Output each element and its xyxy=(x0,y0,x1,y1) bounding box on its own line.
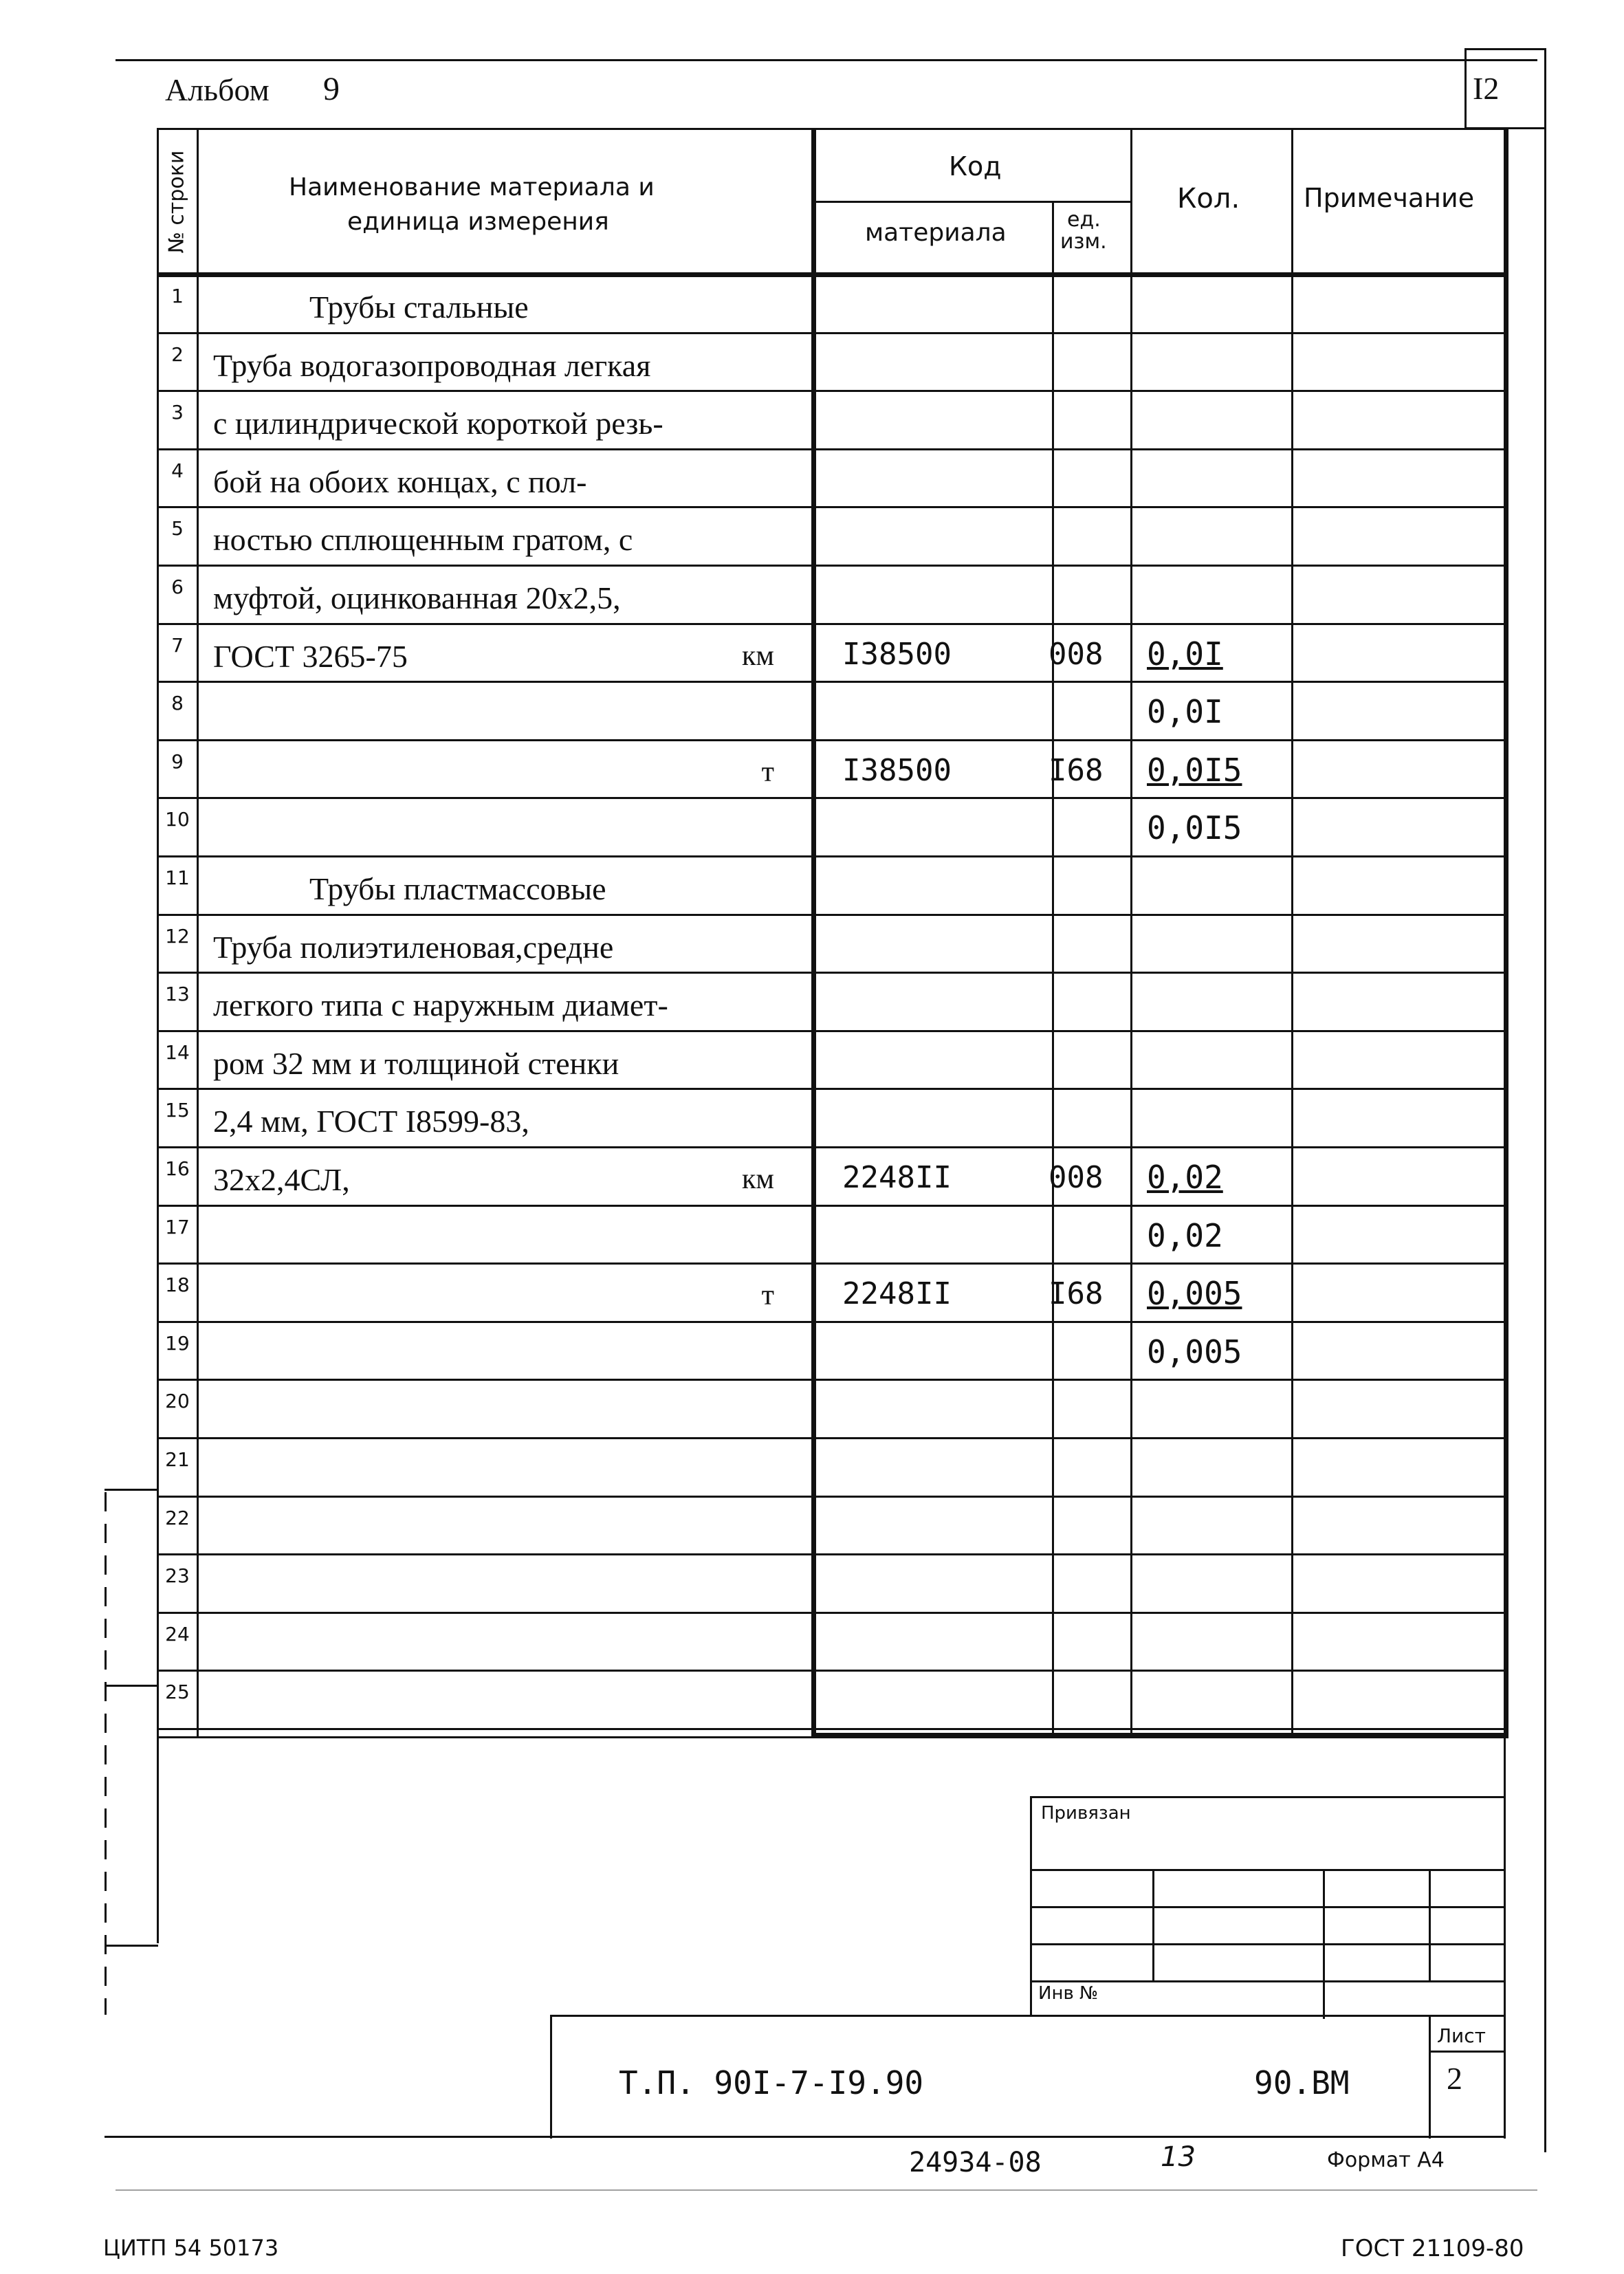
row-number: 7 xyxy=(171,633,184,657)
album-number: 9 xyxy=(323,71,340,107)
table-row xyxy=(0,682,1624,741)
row-number: 4 xyxy=(171,459,184,482)
row-number: 9 xyxy=(171,750,184,773)
unit-of-measure: т xyxy=(761,756,774,788)
table-row xyxy=(0,1089,1624,1148)
quantity: 0,0I xyxy=(1147,693,1223,731)
material-name: Труба водогазопроводная легкая xyxy=(213,347,651,383)
table-row xyxy=(0,566,1624,624)
table-row xyxy=(0,507,1624,566)
table-row xyxy=(0,1322,1624,1381)
table-row xyxy=(0,915,1624,974)
row-number: 22 xyxy=(165,1506,190,1529)
document-suffix: 90.ВМ xyxy=(1254,2064,1350,2101)
row-number: 15 xyxy=(165,1099,190,1122)
row-number: 19 xyxy=(165,1331,190,1355)
table-row xyxy=(0,450,1624,508)
sheet-number: 2 xyxy=(1447,2061,1462,2096)
row-number: 5 xyxy=(171,517,184,540)
table-row xyxy=(0,1264,1624,1322)
material-code: I38500 xyxy=(842,636,952,672)
row-number: 24 xyxy=(165,1622,190,1646)
row-number: 13 xyxy=(165,983,190,1006)
table-row xyxy=(0,334,1624,392)
quantity: 0,005 xyxy=(1147,1275,1242,1313)
name-column-header-line2: единица измерения xyxy=(347,208,609,236)
table-row xyxy=(0,741,1624,799)
sheet-label: Лист xyxy=(1437,2024,1486,2047)
material-name: 2,4 мм, ГОСТ I8599-83, xyxy=(213,1104,529,1139)
quantity: 0,0I5 xyxy=(1147,751,1242,789)
row-number: 11 xyxy=(165,866,190,889)
material-name: Трубы пластмассовые xyxy=(309,871,606,906)
material-name: Трубы стальные xyxy=(309,289,529,325)
quantity: 0,02 xyxy=(1147,1159,1223,1196)
gost-code: ГОСТ 21109-80 xyxy=(1341,2235,1524,2262)
code-header: Код xyxy=(949,151,1002,182)
table-row xyxy=(0,1613,1624,1672)
table-row xyxy=(0,1031,1624,1090)
unit-header-line1: ед. xyxy=(1067,208,1101,232)
unit-code: I68 xyxy=(1049,752,1104,788)
row-number: 23 xyxy=(165,1564,190,1588)
table-row xyxy=(0,973,1624,1031)
material-name: муфтой, оцинкованная 20х2,5, xyxy=(213,580,621,615)
row-number: 10 xyxy=(165,808,190,831)
table-row xyxy=(0,624,1624,683)
page-number: I2 xyxy=(1473,71,1500,106)
material-code: I38500 xyxy=(842,752,952,788)
qty-header: Кол. xyxy=(1177,183,1240,215)
material-code-header: материала xyxy=(865,219,1007,247)
row-number: 18 xyxy=(165,1273,190,1297)
unit-code: 008 xyxy=(1049,1160,1104,1195)
quantity: 0,0I5 xyxy=(1147,809,1242,847)
quantity: 0,02 xyxy=(1147,1216,1223,1254)
order-number: 24934-08 xyxy=(909,2147,1042,2178)
unit-of-measure: т xyxy=(761,1280,774,1312)
row-number-header: № строки xyxy=(164,150,189,254)
row-number: 16 xyxy=(165,1157,190,1180)
table-row xyxy=(0,1497,1624,1555)
unit-of-measure: км xyxy=(742,639,774,672)
material-name: ГОСТ 3265-75 xyxy=(213,638,408,674)
row-number: 21 xyxy=(165,1448,190,1471)
row-number: 20 xyxy=(165,1390,190,1413)
material-name: ностью сплющенным гратом, с xyxy=(213,522,633,558)
table-row xyxy=(0,1148,1624,1206)
inventory-number-label: Инв № xyxy=(1038,1983,1099,2004)
handwritten-page-number: 13 xyxy=(1161,2141,1196,2173)
row-number: 14 xyxy=(165,1040,190,1064)
table-row xyxy=(0,857,1624,915)
note-header: Примечание xyxy=(1304,183,1475,213)
material-name: Труба полиэтиленовая,средне xyxy=(213,929,614,965)
row-number: 17 xyxy=(165,1215,190,1238)
row-number: 25 xyxy=(165,1681,190,1704)
quantity: 0,0I xyxy=(1147,635,1223,673)
unit-code: 008 xyxy=(1049,636,1104,672)
material-name: ром 32 мм и толщиной стенки xyxy=(213,1045,619,1081)
album-label: Альбом xyxy=(165,72,270,107)
left-code: ЦИТП 54 50173 xyxy=(103,2235,279,2261)
material-code: 2248II xyxy=(842,1276,952,1312)
row-number: 12 xyxy=(165,924,190,948)
unit-code: I68 xyxy=(1049,1276,1104,1312)
table-row xyxy=(0,1380,1624,1439)
table-row xyxy=(0,1439,1624,1497)
table-row xyxy=(0,1671,1624,1729)
row-number: 3 xyxy=(171,401,184,424)
unit-header-line2: изм. xyxy=(1060,230,1107,254)
material-code: 2248II xyxy=(842,1160,952,1195)
privyazan-label: Привязан xyxy=(1041,1803,1131,1824)
table-row xyxy=(0,391,1624,450)
table-row xyxy=(0,275,1624,334)
row-number: 1 xyxy=(171,285,184,307)
format-label: Формат А4 xyxy=(1327,2148,1445,2172)
name-column-header-line1: Наименование материала и xyxy=(289,173,655,201)
quantity: 0,005 xyxy=(1147,1333,1242,1370)
material-name: легкого типа с наружным диамет- xyxy=(213,987,668,1023)
table-row xyxy=(0,1555,1624,1613)
unit-of-measure: км xyxy=(742,1163,774,1195)
document-code: Т.П. 90I-7-I9.90 xyxy=(619,2064,924,2101)
row-number: 2 xyxy=(171,342,184,366)
material-name: бой на обоих концах, с пол- xyxy=(213,463,587,499)
row-number: 6 xyxy=(171,576,184,598)
row-number: 8 xyxy=(171,692,184,715)
table-row xyxy=(0,798,1624,857)
material-name: с цилиндрической короткой резь- xyxy=(213,406,663,441)
table-row xyxy=(0,1206,1624,1265)
material-name: 32х2,4СЛ, xyxy=(213,1162,350,1197)
